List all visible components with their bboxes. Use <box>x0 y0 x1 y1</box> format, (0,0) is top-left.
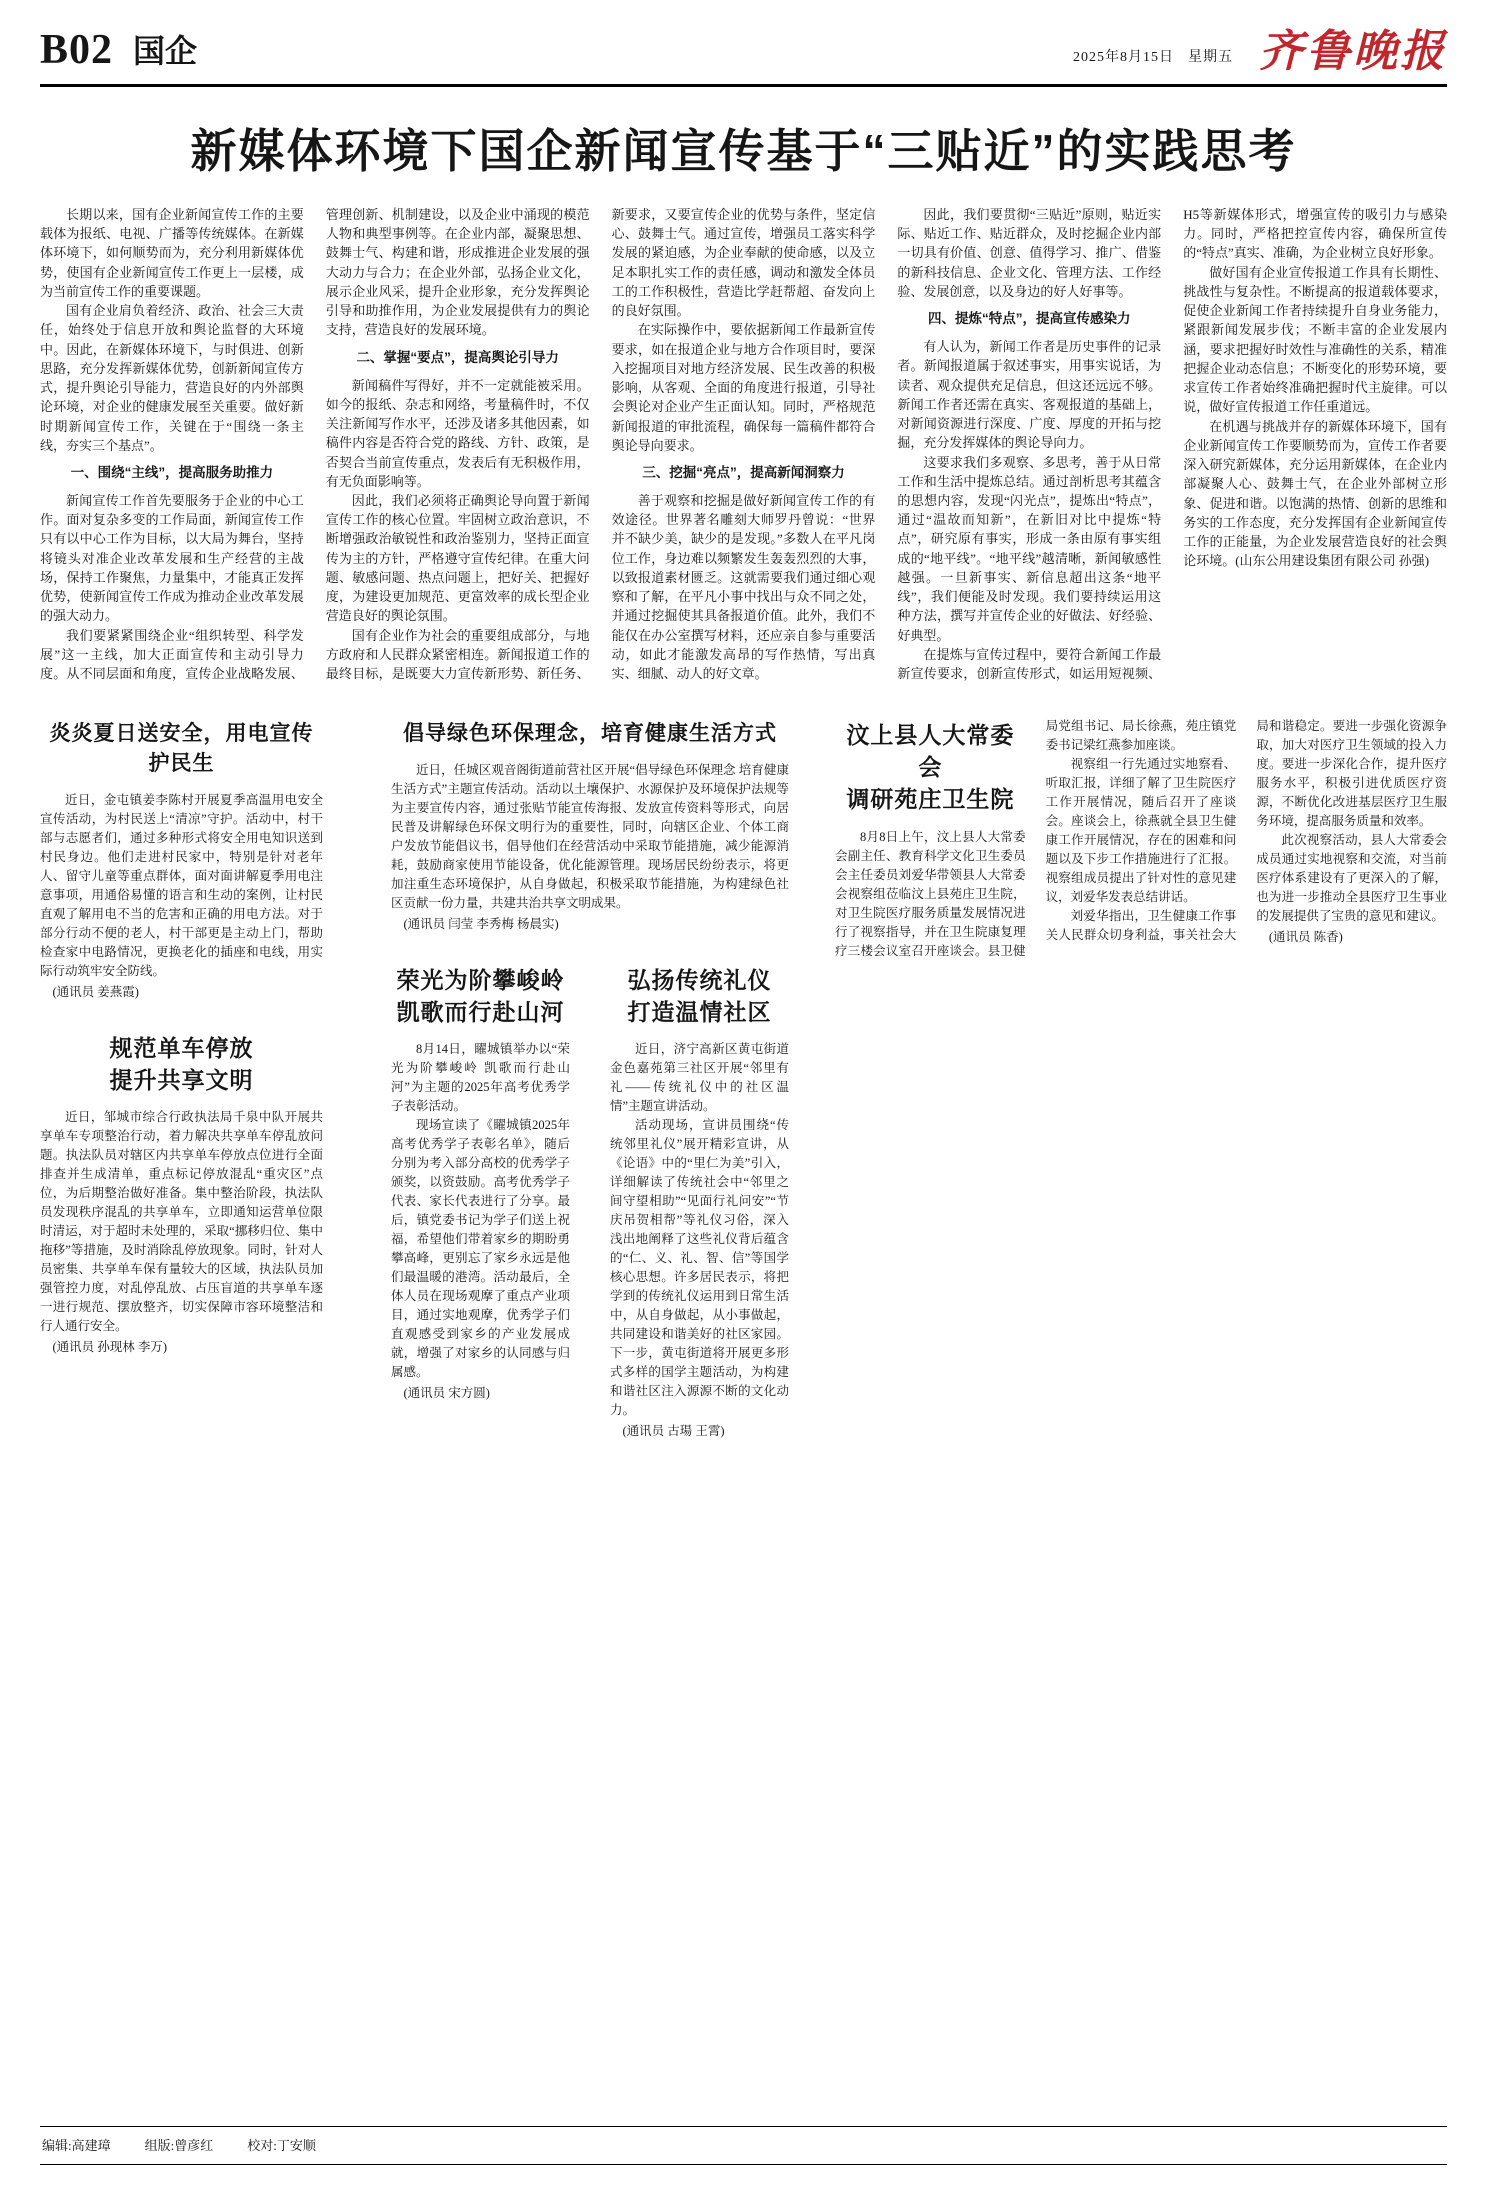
paragraph: 8月14日，矅城镇举办以“荣光为阶攀峻岭 凯歌而行赴山河”为主题的2025年高考优秀学子表彰活动。 <box>391 1042 570 1114</box>
header-left <box>40 26 197 74</box>
summer-power-body <box>40 791 323 1002</box>
paragraph: 视察组一行先通过实地察看、听取汇报，详细了解了卫生院医疗工作开展情况，随后召开了座谈会。座谈会上，徐燕就全县卫生健康工作开展情况，存在的困难和问题以及下步工作措施进行了汇报。视察组成员提出了针对性的意见建议，刘爱华发表总结讲话。 <box>1045 757 1237 904</box>
bike-title-line2: 提升共享文明 <box>109 1067 254 1094</box>
article-bike-parking <box>40 1032 323 1357</box>
article-gaokao-honor <box>391 964 570 1441</box>
main-article-title: 新媒体环境下国企新闻宣传基于“三贴近”的实践思考 <box>190 125 1297 177</box>
page-footer <box>40 2126 1447 2165</box>
section-name: 国企 <box>133 33 198 69</box>
gaokao-title-line2: 凯歌而行赴山河 <box>396 999 565 1026</box>
paragraph: 在机遇与挑战并存的新媒体环境下，国有企业新闻宣传工作要顺势而为，宣传工作者要深入研究新媒体，充分运用新媒体，在企业内部凝聚人心、鼓舞士气，在企业外部树立形象、促进和谐。以饱满的热情、创新的思维和务实的工作态度，充分发挥国有企业新闻宣传工作的正能量，为企业发展营造良好的社会舆论环境。(山东公用建设集团有限公司 孙强) <box>1183 418 1447 569</box>
header-rule <box>40 84 1447 87</box>
paragraph: 新闻宣传工作首先要服务于企业的中心工作。面对复杂多变的工作局面，新闻宣传工作只有以中心工作为目标，以大局为舞台，坚持将镜头对准企业改革发展和生产经营的主战场，保持工作聚焦，力量集中，才能真正发挥优势，使新闻宣传工作成为推动企业改革发展的强大动力。 <box>40 493 304 624</box>
etiquette-title <box>610 964 789 1028</box>
paragraph: 近日，任城区观音阁街道前营社区开展“倡导绿色环保理念 培育健康生活方式”主题宣传活动。活动以土壤保护、水源保护及环境保护法规等为主要宣传内容，通过张贴节能宣传海报、发放宣传资料等形式，向居民普及讲解绿色环保文明行为的重要性，同时，向辖区企业、个体工商户发放节能倡议书，倡导他们在经营活动中采取节能措施，减少能源消耗，鼓励商家使用节能设备，优化能源管理。现场居民纷纷表示，将更加注重生态环境保护，从自身做起，积极采取节能措施，为构建绿色社区贡献一份力量，共建共治共享文明成果。 <box>391 763 789 910</box>
wenshang-title-line2: 调研苑庄卫生院 <box>846 786 1015 813</box>
etiquette-body <box>610 1040 789 1441</box>
gaokao-title-line1: 荣光为阶攀峻岭 <box>396 967 565 993</box>
wenshang-body <box>835 717 1447 961</box>
main-article-body <box>40 205 1447 687</box>
gaokao-title <box>391 964 570 1028</box>
byline: (通讯员 古瑒 王霄) <box>622 1424 725 1439</box>
paragraph: 近日，邹城市综合行政执法局千泉中队开展共享单车专项整治行动，着力解决共享单车停乱放问题。执法队员对辖区内共享单车停放点位进行全面排查并生成清单，重点标记停放混乱“重灾区”点位，为后期整治做好准备。集中整治阶段，执法队员发现秩序混乱的共享单车，立即通知运营单位限时清运，对于超时未处理的，采取“挪移归位、集中拖移”等措施，及时消除乱停放现象。同时，针对人员密集、共享单车保有量较大的区域，执法队员加强管控力度，对乱停乱放、占压盲道的共享单车逐一进行规范、摆放整齐，切实保障市容环境整洁和行人通行安全。 <box>40 1110 323 1334</box>
paragraph: 近日，济宁高新区黄屯街道金色嘉苑第三社区开展“邻里有礼——传统礼仪中的社区温情”主题宣讲活动。 <box>610 1042 789 1114</box>
sub-heading: 一、围绕“主线”，提高服务助推力 <box>70 465 274 481</box>
paragraph: 此次视察活动，县人大常委会成员通过实地视察和交流，对当前医疗体系建设有了更深入的了解，也为进一步推动全县医疗卫生事业的发展提供了宝贵的意见和建议。 <box>1256 833 1447 923</box>
paragraph: 国有企业作为社会的重要组成部分，与地方政府和人民群众紧密相连。新闻报道工作的最终目标，是既要大力宣传新形势、新任务、新要求，又要宣传企业的优势与条件，坚定信心、鼓舞士气。通过宣传，增强员工落实科学发展的紧迫感，为企业奉献的使命感，以及立足本职扎实工作的责任感，调动和激发全体员工的工作积极性，营造比学赶帮超、奋发向上的良好氛围。 <box>325 207 876 682</box>
page-header <box>40 26 1447 84</box>
byline: (通讯员 陈香) <box>1268 930 1343 944</box>
article-wenshang-inspection <box>835 717 1447 961</box>
byline: (通讯员 孙现林 李万) <box>52 1340 168 1355</box>
date-text: 2025年8月15日 <box>1073 50 1174 65</box>
bike-parking-title <box>40 1032 323 1096</box>
footer-editor: 编辑:高建璋 <box>42 2138 111 2153</box>
paragraph: 在提炼与宣传过程中，要符合新闻工作最新宣传要求，创新宣传形式，如运用短视频、H5等新媒体形式，增强宣传的吸引力与感染力。同时，严格把控宣传内容，确保所宣传的“特点”真实、准确，为企业树立良好形象。 <box>897 207 1447 682</box>
article-green-environment <box>391 717 789 934</box>
sub-heading: 四、提炼“特点”，提高宣传感染力 <box>928 311 1131 327</box>
paragraph: 我们要紧紧围绕企业“组织转型、科学发展”这一主线，加大正面宣传和主动引导力度。从不同层面和角度，宣传企业战略发展、管理创新、机制建设，以及企业中涌现的模范人物和典型事例等。在企业内部，凝聚思想、鼓舞士气、构建和谐，形成推进企业发展的强大动力与合力；在企业外部，弘扬企业文化，展示企业风采，提升企业形象，充分发挥舆论引导和助推作用，为企业发展提供有力的舆论支持，营造良好的发展环境。 <box>40 207 590 682</box>
paragraph: 长期以来，国有企业新闻宣传工作的主要载体为报纸、电视、广播等传统媒体。在新媒体环境下，如何顺势而为，充分利用新媒体优势，使国有企业新闻宣传工作更上一层楼，成为当前宣传工作的重要课题。 <box>40 207 304 299</box>
lower-right-column <box>835 717 1447 1441</box>
wenshang-title <box>835 719 1026 816</box>
newspaper-logo: 齐鲁晚报 <box>1259 26 1447 77</box>
gaokao-body <box>391 1040 570 1403</box>
paragraph: 8月8日上午，汶上县人大常委会副主任、教育科学文化卫生委员会主任委员刘爱华带领县人大常委会视察组莅临汶上县苑庄卫生院，对卫生院医疗服务质量发展情况进行了视察指导，并在卫生院康复理疗三楼会议室召开座谈会。县卫健局党组书记、局长徐燕，苑庄镇党委书记梁红燕参加座谈。 <box>835 719 1237 958</box>
summer-power-title: 炎炎夏日送安全，用电宣传护民生 <box>49 722 314 775</box>
byline: (通讯员 姜燕霞) <box>52 985 139 999</box>
wenshang-title-line1: 汶上县人大常委会 <box>846 722 1015 781</box>
sub-heading: 三、挖掘“亮点”，提高新闻洞察力 <box>642 465 845 481</box>
bike-title-line1: 规范单车停放 <box>109 1035 254 1061</box>
footer-proofreader: 校对:丁安顺 <box>247 2138 316 2153</box>
etiquette-title-line2: 打造温情社区 <box>627 999 772 1026</box>
paragraph: 在实际操作中，要依据新闻工作最新宣传要求，如在报道企业与地方合作项目时，要深入挖掘项目对地方经济发展、民生改善的积极影响，从客观、全面的角度进行报道，引导社会舆论对企业产生正面认知。同时，严格规范新闻报道的审批流程，确保每一篇稿件都符合舆论导向要求。 <box>611 322 876 453</box>
paragraph: 国有企业肩负着经济、政治、社会三大责任，始终处于信息开放和舆论监督的大环境中。因此，在新媒体环境下，与时俱进、创新思路，充分发挥新媒体优势，创新新闻宣传方式，提升舆论引导能力，营造良好的内外部舆论环境，对企业的健康发展至关重要。做好新时期新闻宣传工作，关键在于“围绕一条主线，夯实三个基点”。 <box>40 303 304 453</box>
paragraph: 有人认为，新闻工作者是历史事件的记录者。新闻报道属于叙述事实，用事实说话，为读者、观众提供充足信息，但这还远远不够。新闻工作者还需在真实、客观报道的基础上，对新闻资源进行深度、广度、厚度的开拓与挖掘，充分发挥媒体的舆论导向力。 <box>897 339 1162 451</box>
byline: (通讯员 宋方圆) <box>403 1386 490 1401</box>
bike-parking-body <box>40 1108 323 1357</box>
lower-section <box>40 717 1447 1441</box>
paragraph: 因此，我们必须将正确舆论导向置于新闻宣传工作的核心位置。牢固树立政治意识，不断增强政治敏锐性和政治鉴别力，坚持正面宣传为主的方针，严格遵守宣传纪律。在重大问题、敏感问题、热点问题上，把好关、把握好度，为建设更加规范、更富效率的成长型企业营造良好的舆论氛围。 <box>325 493 590 624</box>
article-traditional-etiquette <box>610 964 789 1441</box>
etiquette-title-line1: 弘扬传统礼仪 <box>627 967 772 993</box>
sub-heading: 二、掌握“要点”，提高舆论引导力 <box>356 349 559 365</box>
lower-middle-column <box>391 717 789 1441</box>
paragraph: 这要求我们多观察、多思考，善于从日常工作和生活中提炼总结。通过剖析思考其蕴含的思想内容，发现“闪光点”，提炼出“特点”，通过“温故而知新”，在新旧对比中提炼“特点”，研究原有事实，形成一条由原有事实组成的“地平线”。“地平线”越清晰，新闻敏感性越强。一旦新事实、新信息超出这条“地平线”，我们便能及时发现。我们要持续运用这种方法，撰写并宣传企业的好做法、好经验、好典型。 <box>897 454 1162 643</box>
paragraph: 活动现场，宣讲员围绕“传统邻里礼仪”展开精彩宣讲，从《论语》中的“里仁为美”引入，详细解读了传统社会中“邻里之间守望相助”“见面行礼问安”“节庆吊贺相帮”等礼仪习俗，深入浅出地阐释了这些礼仪背后蕴含的“仁、义、礼、智、信”等国学核心思想。许多居民表示，将把学到的传统礼仪运用到日常生活中，从自身做起，从小事做起，共同建设和谐美好的社区家园。下一步，黄屯街道将开展更多形式多样的国学主题活动，为构建和谐社区注入源源不断的文化动力。 <box>610 1118 789 1418</box>
lower-left-column <box>40 717 323 1441</box>
article-summer-power-safety <box>40 717 323 1002</box>
paragraph: 新闻稿件写得好，并不一定就能被采用。如今的报纸、杂志和网络，考量稿件时，不仅关注新闻写作水平，还涉及诸多其他因素，如稿件内容是否符合党的路线、方针、政策，是否契合当前宣传重点，发表后有无积极作用，有无负面影响等。 <box>325 377 590 489</box>
page-number: B02 <box>40 27 114 73</box>
paragraph: 近日，金屯镇姜李陈村开展夏季高温用电安全宣传活动，为村民送上“清凉”守护。活动中，村干部与志愿者们，通过多种形式将安全用电知识送到村民身边。他们走进村民家中，特别是针对老年人、留守儿童等重点群体，面对面讲解夏季用电注意事项，用通俗易懂的语言和生动的案例，让村民直观了解用电不当的危害和正确的用电方法。对于部分行动不便的老人，村干部更是主动上门，帮助检查家中电路情况，更换老化的插座和电线，用实际行动筑牢安全防线。 <box>40 793 323 978</box>
footer-layout: 组版:曾彦红 <box>144 2138 214 2153</box>
paragraph: 做好国有企业宣传报道工作具有长期性、挑战性与复杂性。不断提高的报道载体要求，促使企业新闻工作者持续提升自身业务能力，紧跟新闻发展步伐；不断丰富的企业发展内涵，要求把握好时效性与准确性的关系，精准把握企业动态信息；不断变化的形势环境，要求宣传工作者始终准确把握时代主旋律。可以说，做好宣传报道工作任重道远。 <box>1183 264 1447 415</box>
lower-middle-row <box>391 964 789 1441</box>
green-env-body <box>391 761 789 934</box>
weekday-text: 星期五 <box>1188 50 1233 65</box>
paragraph: 因此，我们要贯彻“三贴近”原则，贴近实际、贴近工作、贴近群众，及时挖掘企业内部一切具有价值、创意、值得学习、推广、借鉴的新科技信息、企业文化、管理方法、工作经验、发展创意，以及身边的好人好事等。 <box>897 207 1162 299</box>
byline: (通讯员 闫莹 李秀梅 杨晨实) <box>403 917 559 931</box>
paragraph: 现场宣读了《矅城镇2025年高考优秀学子表彰名单》，随后分别为考入部分高校的优秀学子颁奖，以资鼓励。高考优秀学子代表、家长代表进行了分享。最后，镇党委书记为学子们送上祝福，希望他们带着家乡的期盼勇攀高峰，更别忘了家乡永远是他们最温暖的港湾。活动最后，全体人员在现场观摩了重点产业项目，通过实地观摩，优秀学子们直观感受到家乡的产业发展成就，增强了对家乡的认同感与归属感。 <box>391 1118 570 1380</box>
dateline <box>1059 46 1233 74</box>
header-right <box>1059 26 1447 77</box>
green-env-title: 倡导绿色环保理念，培育健康生活方式 <box>403 722 777 745</box>
paragraph: 刘爱华指出，卫生健康工作事关人民群众切身利益，事关社会大局和谐稳定。要进一步强化资源争取，加大对医疗卫生领域的投入力度。要进一步深化合作，提升医疗服务水平，积极引进优质医疗资源，不断优化改进基层医疗卫生服务环境，提高服务质量和效率。 <box>1045 719 1447 942</box>
paragraph: 善于观察和挖掘是做好新闻宣传工作的有效途径。世界著名雕刻大师罗丹曾说：“世界并不缺少美，缺少的是发现。”多数人在平凡岗位工作，身边难以频繁发生轰轰烈烈的大事，以致报道素材匮乏。这就需要我们通过细心观察和了解，在平凡小事中找出与众不同之处，并通过挖掘使其具备报道价值。此外，我们不能仅在办公室撰写材料，还应亲自参与重要活动，如此才能激发高昂的写作热情，写出真实、细腻、动人的好文章。 <box>611 493 876 682</box>
